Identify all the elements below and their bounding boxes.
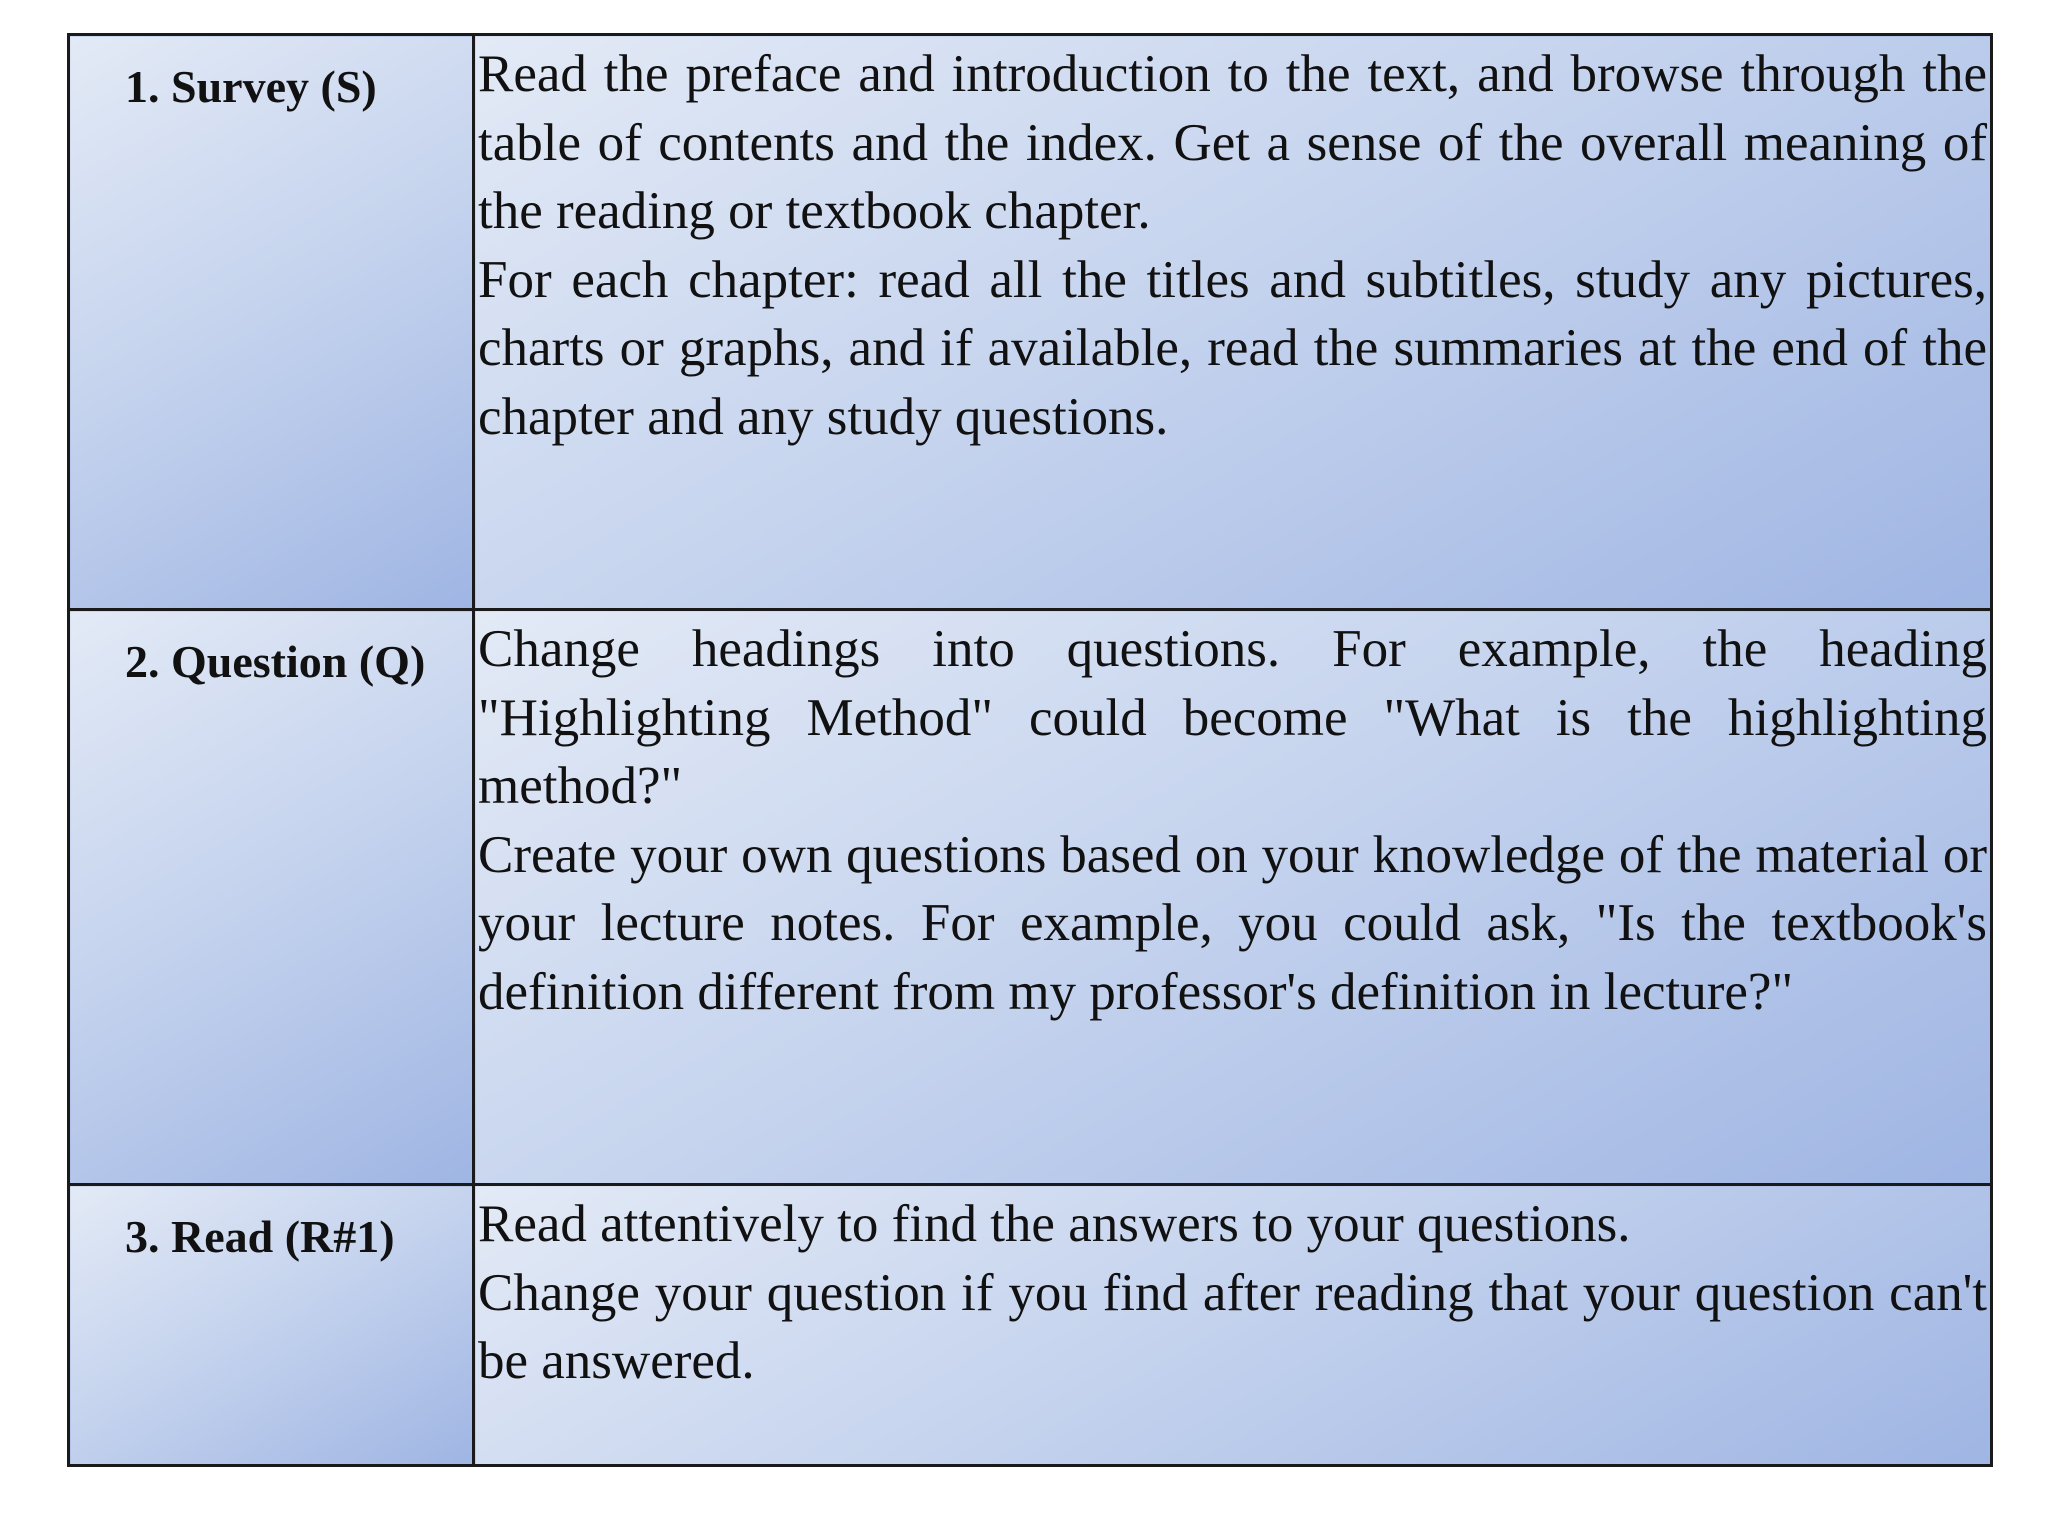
table-row-read: [69, 1185, 1992, 1466]
survey-paragraph-1: Read the preface and introduction to the text, and browse through the table of contents and the index. Get a sense of the overall meaning of the reading or textbook chapter.: [478, 45, 1987, 240]
read-paragraph-1: Read attentively to find the answers to your questions.: [478, 1195, 1631, 1253]
sq3r-table: [67, 33, 1993, 1467]
question-paragraph-2: Create your own questions based on your knowledge of the material or your lecture notes. For example, you could ask, "Is the textbook's definition different from my professor's definition in lecture?": [478, 825, 1987, 1021]
description-cell-question: [474, 610, 1992, 1185]
description-cell-survey: [474, 35, 1992, 610]
description-cell-read: [474, 1185, 1992, 1466]
step-label-survey: 1. Survey (S): [125, 61, 377, 112]
step-cell-survey: [69, 35, 474, 610]
step-cell-question: [69, 610, 474, 1185]
step-cell-read: [69, 1185, 474, 1466]
table-row-survey: [69, 35, 1992, 610]
survey-paragraph-2: For each chapter: read all the titles and subtitles, study any pictures, charts or graphs, and if available, read the summaries at the end of the chapter and any study questions.: [478, 250, 1987, 446]
question-paragraph-1: Change headings into questions. For example, the heading "Highlighting Method" could become "What is the highlighting method?": [478, 620, 1987, 815]
read-paragraph-2: Change your question if you find after reading that your question can't be answered.: [478, 1263, 1987, 1390]
step-label-read: 3. Read (R#1): [125, 1211, 395, 1262]
step-label-question: 2. Question (Q): [125, 636, 426, 687]
table-row-question: [69, 610, 1992, 1185]
